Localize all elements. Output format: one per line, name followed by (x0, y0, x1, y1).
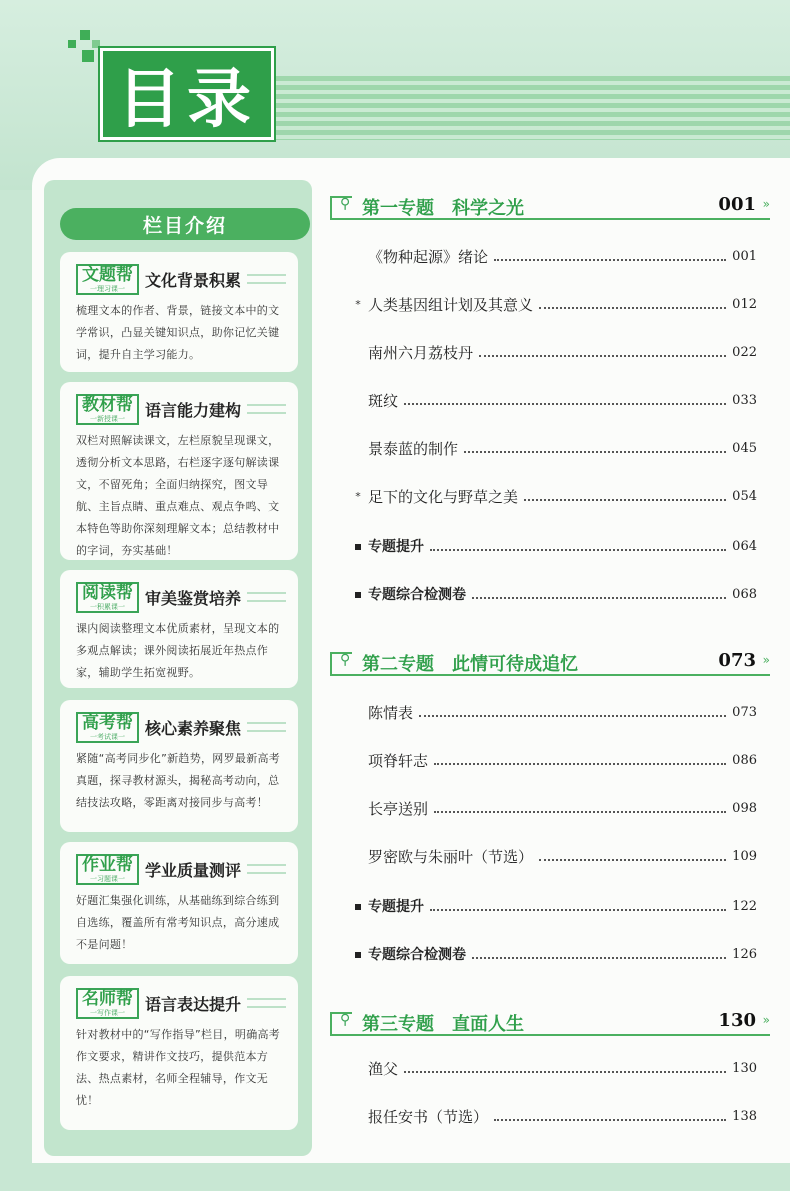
toc-entry[interactable] (352, 942, 757, 966)
dot-leader (434, 811, 726, 813)
dot-leader (434, 763, 726, 765)
card-body: 课内阅读整理文本优质素材，呈现文本的多观点解读；课外阅读拓展近年热点作家，辅助学生拓宽视野。 (76, 622, 280, 679)
toc-entry[interactable] (352, 244, 757, 268)
section-topic: 此情可待成追忆 (452, 654, 578, 675)
section-name: 第二专题 (362, 654, 434, 675)
entry-label: 专题提升 (368, 539, 424, 555)
dot-leader (479, 355, 726, 357)
toc-entry[interactable] (352, 388, 757, 412)
entry-label: 陈情表 (368, 703, 414, 722)
header-stripes (270, 76, 790, 140)
deco-square (92, 40, 100, 48)
entry-page: 068 (732, 586, 757, 602)
card-title: 核心素养聚焦 (145, 718, 242, 738)
square-marker-icon (352, 948, 364, 961)
dot-leader (404, 1071, 726, 1073)
entry-label: 报任安书（节选） (368, 1107, 489, 1126)
card-header (76, 986, 286, 1020)
toc-entry[interactable] (352, 534, 757, 558)
square-marker-icon (352, 900, 364, 913)
dot-leader (472, 597, 726, 599)
entry-page: 098 (732, 800, 757, 816)
card-badge-label: 阅读帮 (82, 582, 133, 603)
bulb-icon: ⚲ (340, 652, 351, 668)
sidebar-card (60, 382, 298, 560)
toc-section-header[interactable] (330, 1012, 770, 1042)
card-body: 梳理文本的作者、背景，链接文本中的文学常识，凸显关键知识点，助你记忆关键词，提升自主学习能力。 (76, 304, 280, 361)
card-divider (247, 864, 286, 874)
section-topic: 科学之光 (452, 198, 524, 219)
card-badge-sub: 一新授课一 (90, 414, 125, 423)
card-header (76, 710, 286, 744)
toc-entry[interactable] (352, 1104, 757, 1128)
square-marker-icon (352, 540, 364, 553)
toc-entry[interactable] (352, 1056, 757, 1080)
section-title (362, 1010, 524, 1036)
entry-label: 南州六月荔枝丹 (368, 343, 474, 362)
entry-page: 033 (732, 392, 757, 408)
toc-section-header[interactable] (330, 652, 770, 682)
deco-square (82, 50, 94, 62)
card-badge-sub: 一积累课一 (90, 602, 125, 611)
bulb-icon: ⚲ (340, 1012, 351, 1028)
card-title: 语言表达提升 (145, 994, 242, 1014)
entry-label: 专题综合检测卷 (368, 947, 466, 963)
card-header (76, 392, 286, 426)
toc-entry[interactable] (352, 796, 757, 820)
sidebar-card (60, 842, 298, 964)
entry-label: 项脊轩志 (368, 751, 429, 770)
section-name: 第三专题 (362, 1014, 434, 1035)
page-title-box (100, 48, 274, 140)
entry-page: 073 (732, 704, 757, 720)
double-chevron-icon: » (762, 653, 770, 667)
toc-entry[interactable] (352, 700, 757, 724)
entry-label: 罗密欧与朱丽叶（节选） (368, 847, 534, 866)
section-page: 130 (718, 1010, 756, 1031)
card-badge-sub: 一写作课一 (90, 1008, 125, 1017)
entry-label: 人类基因组计划及其意义 (368, 295, 534, 314)
entry-label: 景泰蓝的制作 (368, 439, 459, 458)
card-divider (247, 274, 286, 284)
entry-page: 012 (732, 296, 757, 312)
card-divider (247, 404, 286, 414)
entry-page: 122 (732, 898, 757, 914)
card-header (76, 262, 286, 296)
card-title: 审美鉴赏培养 (145, 588, 242, 608)
entry-page: 064 (732, 538, 757, 554)
entry-page: 001 (732, 248, 757, 264)
card-badge-sub: 一考试课一 (90, 732, 125, 741)
section-page: 001 (718, 194, 756, 215)
dot-leader (430, 549, 726, 551)
card-body: 好题汇集强化训练，从基础练到综合练到自选练，覆盖所有常考知识点，高分速成不是问题！ (76, 894, 280, 951)
card-badge-sub: 一理习课一 (90, 284, 125, 293)
entry-page: 054 (732, 488, 757, 504)
dot-leader (494, 1119, 726, 1121)
card-divider (247, 592, 286, 602)
toc-entry[interactable] (352, 582, 757, 606)
section-title (362, 650, 578, 676)
entry-label: 专题提升 (368, 899, 424, 915)
entry-label: 足下的文化与野草之美 (368, 487, 519, 506)
card-badge (76, 394, 139, 425)
entry-label: 长亭送别 (368, 799, 429, 818)
sidebar-card (60, 700, 298, 832)
double-chevron-icon: » (762, 1013, 770, 1027)
card-badge (76, 712, 139, 743)
entry-marker: * (355, 297, 361, 311)
toc-entry[interactable] (352, 484, 757, 508)
entry-label: 渔父 (368, 1059, 399, 1078)
card-badge (76, 582, 139, 613)
card-header (76, 852, 286, 886)
card-title: 学业质量测评 (145, 860, 242, 880)
sidebar-card (60, 976, 298, 1130)
card-divider (247, 998, 286, 1008)
dot-leader (524, 499, 726, 501)
card-badge-label: 名师帮 (82, 988, 133, 1009)
entry-label: 斑纹 (368, 391, 399, 410)
sidebar-card (60, 252, 298, 372)
dot-leader (419, 715, 726, 717)
toc-section-header[interactable] (330, 196, 770, 226)
toc-entry[interactable] (352, 844, 757, 868)
dot-leader (539, 307, 726, 309)
toc-entry[interactable] (352, 340, 757, 364)
card-badge-sub: 一习题课一 (90, 874, 125, 883)
card-badge (76, 854, 139, 885)
card-body: 针对教材中的“写作指导”栏目，明确高考作文要求，精讲作文技巧，提供范本方法、热点素材，名师全程辅导，作文无忧！ (76, 1028, 281, 1107)
card-title: 文化背景积累 (145, 270, 242, 290)
entry-page: 045 (732, 440, 757, 456)
card-divider (247, 722, 286, 732)
entry-marker: * (355, 489, 361, 503)
toc-entry[interactable] (352, 748, 757, 772)
deco-square (80, 30, 90, 40)
toc-entry[interactable] (352, 436, 757, 460)
entry-label: 《物种起源》绪论 (368, 247, 489, 266)
card-header (76, 580, 286, 614)
section-title (362, 194, 524, 220)
card-badge-label: 教材帮 (82, 394, 133, 415)
section-page: 073 (718, 650, 756, 671)
card-body: 紧随“高考同步化”新趋势，网罗最新高考真题，探寻教材源头，揭秘高考动向，总结技法攻略，零距离对接同步与高考！ (76, 752, 281, 809)
dot-leader (404, 403, 726, 405)
bulb-icon: ⚲ (340, 196, 351, 212)
card-badge-label: 文题帮 (82, 264, 133, 285)
dot-leader (494, 259, 726, 261)
entry-page: 109 (732, 848, 757, 864)
card-badge (76, 988, 139, 1019)
double-chevron-icon: » (762, 197, 770, 211)
entry-page: 086 (732, 752, 757, 768)
deco-square (68, 40, 76, 48)
card-title: 语言能力建构 (145, 400, 242, 420)
card-badge-label: 高考帮 (82, 712, 133, 733)
square-marker-icon (352, 588, 364, 601)
dot-leader (539, 859, 726, 861)
entry-page: 126 (732, 946, 757, 962)
card-badge-label: 作业帮 (82, 854, 133, 875)
sidebar-heading: 栏目介绍 (60, 208, 310, 240)
section-topic: 直面人生 (452, 1014, 524, 1035)
toc-entry[interactable] (352, 894, 757, 918)
entry-label: 专题综合检测卷 (368, 587, 466, 603)
sidebar-card (60, 570, 298, 688)
toc-entry[interactable] (352, 292, 757, 316)
entry-page: 130 (732, 1060, 757, 1076)
dot-leader (430, 909, 726, 911)
page-title: 目录 (117, 63, 257, 137)
entry-page: 022 (732, 344, 757, 360)
entry-page: 138 (732, 1108, 757, 1124)
card-badge (76, 264, 139, 295)
dot-leader (472, 957, 726, 959)
dot-leader (464, 451, 726, 453)
section-name: 第一专题 (362, 198, 434, 219)
card-body: 双栏对照解读课文，左栏原貌呈现课文，透彻分析文本思路，右栏逐字逐句解读课文，不留死角；全面归纳探究，图文导航、主旨点睛、重点难点、观点争鸣、文本特色等助你深刻理解文本；总结教材中的字词，夯实基础！ (76, 434, 280, 557)
